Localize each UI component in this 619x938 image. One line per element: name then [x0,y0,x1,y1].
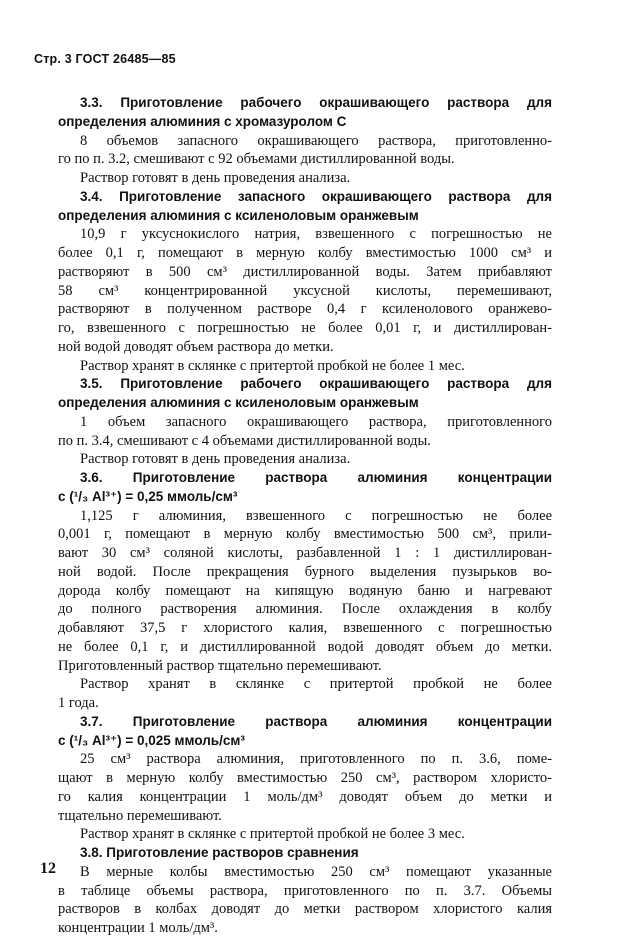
text-line: 1,125 г алюминия, взвешенного с погрешностью не более [80,507,552,524]
section-heading-line: 3.5. Приготовление рабочего окрашивающего раствора для [80,376,552,392]
section-heading-line: 3.8. Приготовление растворов сравнения [80,845,359,860]
text-line: растворяют в полученном растворе 0,4 г ксиленолового оранжево- [58,301,552,318]
text-line: ной водой. После прекращения бурного выделения пузырьков во- [58,563,552,580]
text-line: Раствор готовят в день проведения анализа. [80,170,351,186]
text-line: растворов в колбах доводят до метки раствором хлористого калия [58,901,552,918]
text-line: до полного растворения алюминия. После охлаждения в колбу [58,601,552,618]
section-heading-line: с (¹/₃ Al³⁺) = 0,25 ммоль/см³ [58,488,238,504]
text-line: щают в мерную колбу вместимостью 250 см³, раствором хлористо- [58,770,552,786]
section-heading-line: 3.3. Приготовление рабочего окрашивающего раствора для [80,95,552,110]
text-line: Приготовленный раствор тщательно перемешивают. [58,657,382,674]
text-line: Раствор хранят в склянке с притертой пробкой не более [80,676,552,693]
text-line: 8 объемов запасного окрашивающего раствора, приготовленно- [80,132,552,149]
text-line: 1 объем запасного окрашивающего раствора, приготовленного [80,413,552,430]
text-line: в таблице объемы раствора, приготовленного по п. 3.7. Объемы [58,882,552,899]
text-line: го калия концентрации 1 моль/дм³ доводят объем до метки и [58,788,552,805]
text-line: дорода колбу помещают на кипящую водяную баню и нагревают [58,582,552,599]
text-line: 1 года. [58,695,99,711]
text-line: по п. 3.4, смешивают с 4 объемами дистиллированной воды. [58,432,431,449]
text-line: тщательно перемешивают. [58,807,222,824]
running-header: Стр. 3 ГОСТ 26485—85 [34,52,176,66]
text-line: добавляют 37,5 г хлористого калия, взвешенного с погрешностью [58,620,552,636]
text-line: концентрации 1 моль/дм³. [58,920,218,936]
text-line: Раствор хранят в склянке с притертой пробкой не более 3 мес. [80,826,465,843]
text-line: 25 см³ раствора алюминия, приготовленного по п. 3.6, поме- [80,751,552,768]
text-line: более 0,1 г, помещают в мерную колбу вместимостью 1000 см³ и [58,245,552,261]
text-line: 10,9 г уксуснокислого натрия, взвешенного с погрешностью не [80,226,552,243]
section-heading-line: определения алюминия с хромазуролом С [58,113,347,129]
text-line: В мерные колбы вместимостью 250 см³ помещают указанные [80,863,552,880]
section-heading-line: определения алюминия с ксиленоловым оранжевым [58,207,419,223]
section-heading-line: 3.6. Приготовление раствора алюминия концентрации [80,470,552,485]
text-line: го, взвешенного с погрешностью не более 0,01 г, и дистиллирован- [58,320,552,336]
section-heading-line: 3.4. Приготовление запасного окрашивающего раствора для [80,188,552,204]
text-line: го по п. 3.2, смешивают с 92 объемами дистиллированной воды. [58,151,455,168]
text-line: ной водой доводят объем раствора до метки. [58,338,334,355]
body-text [58,94,552,938]
text-line: вают 30 см³ соляной кислоты, разбавленной 1 : 1 дистиллирован- [58,545,552,561]
text-line: Раствор готовят в день проведения анализа. [80,451,351,468]
page-number: 12 [40,860,56,877]
text-line: растворяют в 500 см³ дистиллированной воды. Затем прибавляют [58,263,552,280]
text-line: Раствор хранят в склянке с притертой пробкой не более 1 мес. [80,357,465,374]
section-heading-line: с (¹/₃ Al³⁺) = 0,025 ммоль/см³ [58,732,245,748]
text-line: не более 0,1 г, и дистиллированной водой доводят объем до метки. [58,638,552,655]
text-line: 58 см³ концентрированной уксусной кислоты, перемешивают, [58,282,552,299]
text-line: 0,001 г, помещают в мерную колбу вместимостью 500 см³, прили- [58,526,552,543]
section-heading-line: определения алюминия с ксиленоловым оранжевым [58,395,419,410]
section-heading-line: 3.7. Приготовление раствора алюминия концентрации [80,713,552,729]
